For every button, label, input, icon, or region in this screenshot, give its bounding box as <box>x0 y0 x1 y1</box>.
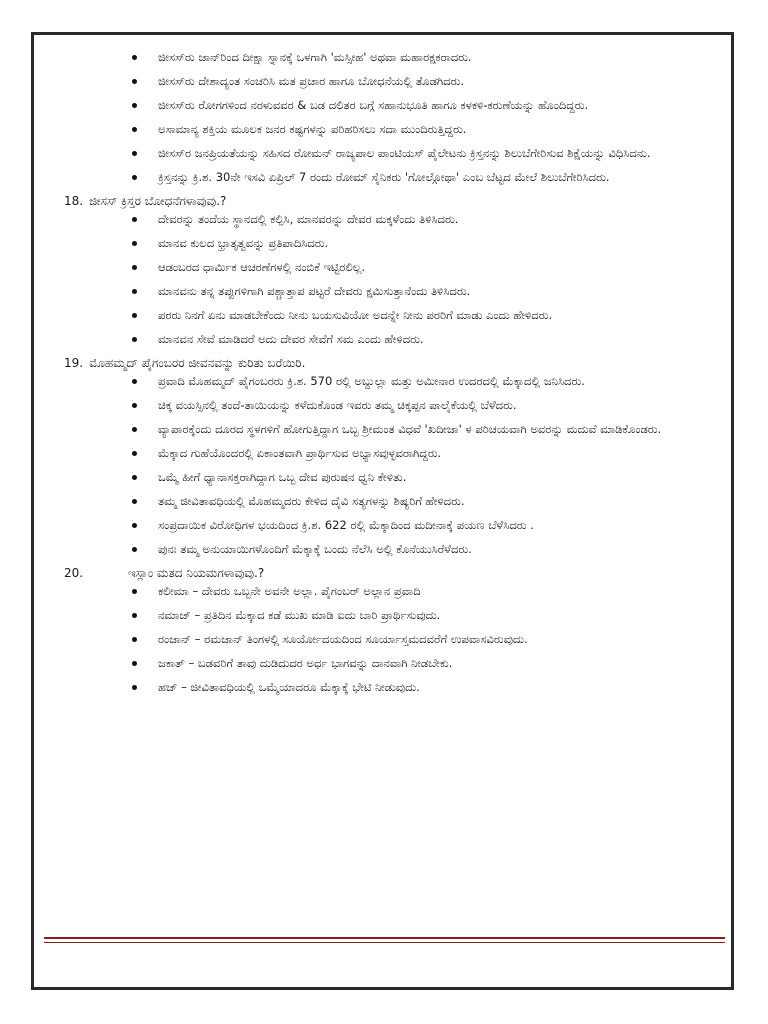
list-item: ಚಿಕ್ಕ ವಯಸ್ಸಿನಲ್ಲಿ ತಂದೆ-ತಾಯಿಯನ್ನು ಕಳೆದುಕೊಂಡ ಇವರು ತಮ್ಮ ಚಿಕ್ಕಪ್ಪನ ಪಾಲೈಕೆಯಲ್ಲಿ ಬೆಳೆದರು. <box>64 397 724 414</box>
list-item: ನಮಾಜ್ – ಪ್ರತಿದಿನ ಮೆಕ್ಕಾದ ಕಡೆ ಮುಖ ಮಾಡಿ ಐದು ಬಾರಿ ಪ್ರಾರ್ಥಿಸುವುದು. <box>64 607 724 624</box>
list-item: ದೇವರನ್ನು ತಂದೆಯ ಸ್ಥಾನದಲ್ಲಿ ಕಲ್ಪಿಸಿ, ಮಾನವರನ್ನು ದೇವರ ಮಕ್ಕಳೆಂದು ತಿಳಿಸಿದರು. <box>64 211 724 228</box>
footer-rule-thick <box>44 937 725 939</box>
list-item: ವ್ಯಾಪಾರಕ್ಕೆಂದು ದೂರದ ಸ್ಥಳಗಳಿಗೆ ಹೋಗುತ್ತಿದ್ದಾಗ ಒಬ್ಬ ಶ್ರೀಮಂತ ವಿಧವೆ 'ಖದೀಜಾ' ಳ ಪರಿಚಯವಾಗಿ ಅವರನ್ನು ಮದುವೆ ಮಾಡಿಕೊಂಡರು. <box>64 421 724 438</box>
question-19-answer-list <box>64 373 724 558</box>
document-body <box>64 49 724 703</box>
list-item: ಅಸಾಮಾನ್ಯ ಶಕ್ತಿಯ ಮೂಲಕ ಜನರ ಕಷ್ಟಗಳನ್ನು ಪರಿಹರಿಸಲು ಸದಾ ಮುಂದಿರುತ್ತಿದ್ದರು. <box>64 121 724 138</box>
question-text: ಮೊಹಮ್ಮದ್ ಪೈಗಂಬರರ ಜೀವನವನ್ನು ಕುರಿತು ಬರೆಯಿರಿ. <box>89 356 306 370</box>
question-20-heading <box>64 565 724 581</box>
list-item: ಜೀಸಸ್‌ರು ರೋಗಗಳಿಂದ ನರಳುವವರ & ಬಡ ದಲಿತರ ಬಗ್ಗೆ ಸಹಾನುಭೂತಿ ಹಾಗೂ ಕಳಕಳಿ-ಕರುಣೆಯನ್ನು ಹೊಂದಿದ್ದರು. <box>64 97 724 114</box>
question-number: 20. <box>64 566 84 580</box>
list-item: ಕಲೀಮಾ – ದೇವರು ಒಬ್ಬನೇ ಅವನೇ ಅಲ್ಲಾ. ಪೈಗಂಬರ್ ಅಲ್ಲಾನ ಪ್ರವಾದಿ <box>64 583 724 600</box>
list-item: ಪುನಃ ತಮ್ಮ ಅನುಯಾಯಿಗಳೊಂದಿಗೆ ಮೆಕ್ಕಾಕ್ಕೆ ಬಂದು ನೆಲೆಸಿ ಅಲ್ಲಿ ಕೊನೆಯುಸಿರೆಳೆದರು. <box>64 541 724 558</box>
footer-rule-thin <box>44 942 725 943</box>
list-item: ಆಡಂಬರದ ಧಾರ್ಮಿಕ ಆಚರಣೆಗಳಲ್ಲಿ ನಂಬಿಕೆ ಇಟ್ಟಿರಲಿಲ್ಲ. <box>64 259 724 276</box>
list-item: ಮಾನವನ ಸೇವೆ ಮಾಡಿದರೆ ಅದು ದೇವರ ಸೇವೆಗೆ ಸಮ ಎಂದು ಹೇಳಿದರು. <box>64 331 724 348</box>
list-item: ಕ್ರಿಸ್ತನನ್ನು ಕ್ರಿ.ಶ. 30ನೇ ಇಸವಿ ಏಪ್ರಿಲ್ 7 ರಂದು ರೋಮ್ ಸೈನಿಕರು 'ಗೋಲ್ಗೋಥಾ' ಎಂಬ ಬೆಟ್ಟದ ಮೇಲೆ ಶಿಲುಬೆಗೇರಿಸಿದರು. <box>64 169 724 186</box>
list-item: ಮೆಕ್ಕಾದ ಗುಹೆಯೊಂದರಲ್ಲಿ ಏಕಾಂತವಾಗಿ ಪ್ರಾರ್ಥಿಸುವ ಅಭ್ಯಾಸವುಳ್ಳವರಾಗಿದ್ದರು. <box>64 445 724 462</box>
list-item: ಹಜ್ – ಜೀವಿತಾವಧಿಯಲ್ಲಿ ಒಮ್ಮೆಯಾದರೂ ಮೆಕ್ಕಾಕ್ಕೆ ಭೇಟಿ ನೀಡುವುದು. <box>64 679 724 696</box>
list-item: ಜೀಸಸ್‌ರು ದೇಶಾದ್ಯಂತ ಸಂಚರಿಸಿ ಮತ ಪ್ರಚಾರ ಹಾಗೂ ಬೋಧನೆಯಲ್ಲಿ ತೊಡಗಿದರು. <box>64 73 724 90</box>
list-item: ಜೀಸಸ್‌ರ ಜನಪ್ರಿಯತೆಯನ್ನು ಸಹಿಸದ ರೋಮನ್ ರಾಜ್ಯಪಾಲ ಪಾಂಟಿಯಸ್ ಪೈಲೇಟನು ಕ್ರಿಸ್ತನನ್ನು ಶಿಲುಬೆಗೇರಿಸುವ ಶಿಕ್ಷೆಯನ್ನು ವಿಧಿಸಿದನು. <box>64 145 724 162</box>
list-item: ಒಮ್ಮೆ ಹೀಗೆ ಧ್ಯಾನಾಸಕ್ತರಾಗಿದ್ದಾಗ ಒಬ್ಬ ದೇವ ಪುರುಷನ ಧ್ವನಿ ಕೇಳಿತು. <box>64 469 724 486</box>
list-item: ತಮ್ಮ ಜೀವಿತಾವಧಿಯಲ್ಲಿ ಮೊಹಮ್ಮದರು ಕೇಳಿದ ದೈವಿ ಸತ್ಯಗಳನ್ನು ಶಿಷ್ಯರಿಗೆ ಹೇಳಿದರು. <box>64 493 724 510</box>
question-number: 19. <box>64 356 84 370</box>
list-item: ಮಾನವನು ತನ್ನ ತಪ್ಪುಗಳಿಗಾಗಿ ಪಶ್ಚಾತ್ತಾಪ ಪಟ್ಟರೆ ದೇವರು ಕ್ಷಮಿಸುತ್ತಾನೆಂದು ತಿಳಿಸಿದರು. <box>64 283 724 300</box>
question-18-answer-list <box>64 211 724 348</box>
list-item: ಜೀಸಸ್‌ರು ಜಾನ್‌ರಿಂದ ದೀಕ್ಷಾ ಸ್ನಾನಕ್ಕೆ ಒಳಗಾಗಿ 'ಮಸ್ಸೀಹ' ಅಥವಾ ಮಹಾರಕ್ಷಕರಾದರು. <box>64 49 724 66</box>
list-item: ಮಾನವ ಕುಲದ ಭ್ರಾತೃತ್ವವನ್ನು ಪ್ರತಿಪಾದಿಸಿದರು. <box>64 235 724 252</box>
list-item: ಪ್ರವಾದಿ ಮೊಹಮ್ಮದ್ ಪೈಗಂಬರರು ಕ್ರಿ.ಶ. 570 ರಲ್ಲಿ ಅಬ್ದುಲ್ಲಾ ಮತ್ತು ಅಮೀನಾರ ಉದರದಲ್ಲಿ ಮೆಕ್ಕಾದಲ್ಲಿ ಜನಿಸಿದರು. <box>64 373 724 390</box>
list-item: ಸಂಪ್ರದಾಯಿಕ ವಿರೋಧಿಗಳ ಭಯದಿಂದ ಕ್ರಿ.ಶ. 622 ರಲ್ಲಿ ಮೆಕ್ಕಾದಿಂದ ಮದೀನಾಕ್ಕೆ ಪಯಣ ಬೆಳೆಸಿದರು . <box>64 517 724 534</box>
question-19-heading <box>64 355 724 371</box>
question-text: ಇಸ್ಲಾಂ ಮತದ ನಿಯಮಗಳಾವುವು.? <box>128 566 265 580</box>
question-number: 18. <box>64 194 84 208</box>
question-18-heading <box>64 193 724 209</box>
page-frame <box>31 32 734 990</box>
intro-bullet-list <box>64 49 724 186</box>
question-text: ಜೀಸಸ್ ಕ್ರಿಸ್ತರ ಬೋಧನೆಗಳಾವುವು.? <box>89 194 227 208</box>
question-20-answer-list <box>64 583 724 696</box>
list-item: ಪರರು ನಿನಗೆ ಏನು ಮಾಡಬೇಕೆಂದು ನೀನು ಬಯಸುವಿಯೋ ಅದನ್ನೇ ನೀನು ಪರರಿಗೆ ಮಾಡು ಎಂದು ಹೇಳಿದರು. <box>64 307 724 324</box>
list-item: ರಂಜಾನ್ – ರಮಜಾನ್ ತಿಂಗಳಲ್ಲಿ ಸೂರ್ಯೋದಯದಿಂದ ಸೂರ್ಯಾಸ್ತಮದವರೆಗೆ ಉಪವಾಸವಿರುವುದು. <box>64 631 724 648</box>
list-item: ಜಕಾತ್ – ಬಡವರಿಗೆ ತಾವು ದುಡಿದುದರ ಅರ್ಧ ಭಾಗವನ್ನು ದಾನವಾಗಿ ನೀಡಬೇಕು. <box>64 655 724 672</box>
